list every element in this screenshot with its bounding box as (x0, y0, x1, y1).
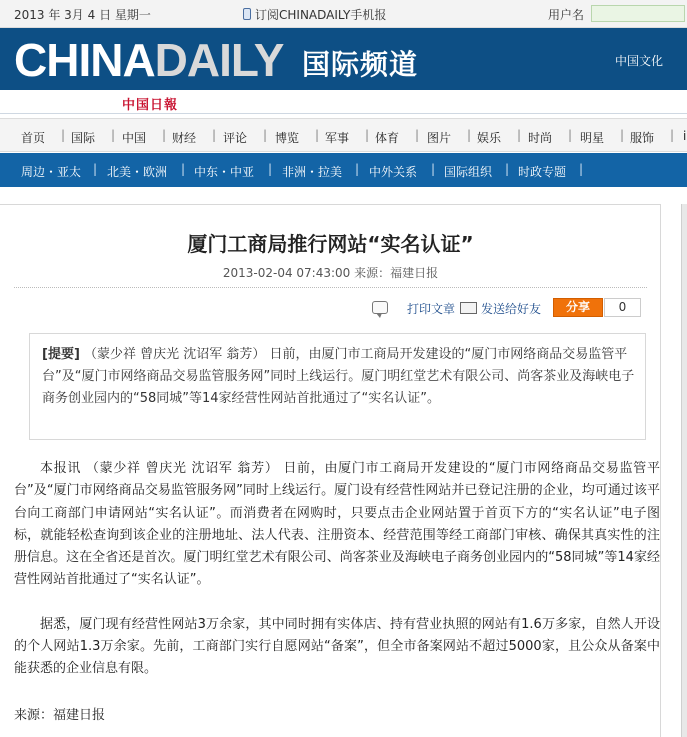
nav-item[interactable]: 图片 (427, 131, 452, 145)
main-nav (0, 118, 687, 152)
nav-separator: | (162, 128, 167, 142)
region-nav-item[interactable]: 周边・亚太 (21, 165, 82, 179)
nav-item[interactable]: 评论 (223, 131, 248, 145)
region-nav-item[interactable]: 中东・中亚 (194, 165, 255, 179)
nav-separator: | (579, 162, 584, 176)
print-article-link[interactable]: 打印文章 (407, 302, 456, 316)
nav-separator: | (212, 128, 217, 142)
nav-separator: | (111, 128, 116, 142)
phone-icon (243, 8, 251, 20)
nav-item[interactable]: i (683, 129, 687, 143)
nav-separator: | (505, 162, 510, 176)
divider (14, 287, 647, 288)
nav-separator: | (315, 128, 320, 142)
nav-separator: | (620, 128, 625, 142)
comment-icon[interactable] (372, 301, 388, 314)
nav-item[interactable]: 明星 (580, 131, 605, 145)
mail-icon[interactable] (460, 302, 477, 314)
nav-item[interactable]: 时尚 (528, 131, 553, 145)
article-paragraph: 本报讯 （蒙少祥 曾庆光 沈诏军 翁芳） 日前，由厦门市工商局开发建设的“厦门市网络商品交易监管平台”及“厦门市网络商品交易监管服务网”同时上线运行。厦门设有经营性网站并已登记注册的企业，均可通过该平台向工商部门申请网站“实名认证”。而消费者在网购时，只要点击企业网站置于首页下方的“实名认证”电子图标，就能轻松查询到该企业的注册地址、法人代表、注册资本、经营范围等经工商部门审核、确保其真实性的注册信息。这在全省还是首次。厦门明红堂艺术有限公司、尚客茶业及海峡电子商务创业园内的“58同城”等14家经营性网站首批通过了“实名认证”。 (14, 461, 660, 588)
nav-separator: | (365, 128, 370, 142)
region-nav-item[interactable]: 时政专题 (518, 165, 567, 179)
subscribe-link[interactable] (243, 6, 386, 23)
nav-item[interactable]: 国际 (71, 131, 96, 145)
username-label: 用户名 (548, 8, 585, 22)
username-input[interactable] (591, 5, 685, 22)
nav-separator: | (61, 128, 66, 142)
nav-item[interactable]: 首页 (21, 131, 46, 145)
region-nav-item[interactable]: 非洲・拉美 (282, 165, 343, 179)
logo-china-text: CHINA (14, 34, 155, 86)
summary-text: （蒙少祥 曾庆光 沈诏军 翁芳） 日前，由厦门市工商局开发建设的“厦门市网络商品交易监管平台”及“厦门市网络商品交易监管服务网”同时上线运行。厦门明红堂艺术有限公司、尚客茶业及海峡电子商务创业园内的“58同城”等14家经营性网站首批通过了“实名认证”。 (42, 347, 635, 406)
nav-separator: | (268, 162, 273, 176)
nav-separator: | (93, 162, 98, 176)
culture-link[interactable]: 中国文化 (615, 54, 664, 68)
region-nav-item[interactable]: 中外关系 (369, 165, 418, 179)
nav-separator: | (355, 162, 360, 176)
nav-item[interactable]: 体育 (375, 131, 400, 145)
nav-item[interactable]: 娱乐 (477, 131, 502, 145)
top-bar (0, 0, 687, 28)
summary-label: [提要] (42, 347, 80, 362)
channel-title: 国际频道 (302, 48, 419, 81)
send-to-friend-link[interactable]: 发送给好友 (481, 302, 542, 316)
nav-item[interactable]: 军事 (325, 131, 350, 145)
nav-separator: | (517, 128, 522, 142)
nav-separator: | (431, 162, 436, 176)
nav-item[interactable]: 中国 (122, 131, 147, 145)
share-count: 0 (604, 298, 641, 317)
chinadaily-logo[interactable] (14, 36, 283, 84)
article-paragraph: 据悉，厦门现有经营性网站3万余家，其中同时拥有实体店、持有营业执照的网站有1.6万多家，自然人开设的个人网站1.3万余家。先前，工商部门实行自愿网站“备案”，但全市备案网站不超过5000家，且公众从备案中能获悉的企业信息有限。 (14, 616, 660, 677)
nav-separator: | (181, 162, 186, 176)
region-nav-item[interactable]: 国际组织 (444, 165, 493, 179)
scrollbar[interactable] (681, 204, 687, 737)
sub-logo-bar (0, 90, 687, 114)
article-meta: 2013-02-04 07:43:00 来源：福建日报 (222, 266, 439, 280)
nav-separator: | (467, 128, 472, 142)
current-date: 2013 年 3月 4 日 星期一 (14, 8, 151, 22)
chinese-logo: 中国日報 (122, 98, 179, 113)
nav-separator: | (415, 128, 420, 142)
nav-separator: | (568, 128, 573, 142)
nav-separator: | (670, 128, 675, 142)
site-banner (0, 28, 687, 90)
subscribe-link-label: 订阅CHINADAILY手机报 (255, 8, 387, 22)
article-body (14, 458, 660, 703)
region-nav-item[interactable]: 北美・欧洲 (107, 165, 168, 179)
share-button[interactable]: 分享 (553, 298, 603, 317)
nav-item[interactable]: 财经 (172, 131, 197, 145)
nav-separator: | (263, 128, 268, 142)
nav-item[interactable]: 服饰 (630, 131, 655, 145)
article-summary (29, 333, 646, 440)
region-nav (0, 153, 687, 187)
nav-item[interactable]: 博览 (275, 131, 300, 145)
article-source: 来源：福建日报 (14, 708, 106, 723)
logo-daily-text: DAILY (154, 34, 284, 86)
article-title: 厦门工商局推行网站“实名认证” (187, 232, 474, 256)
